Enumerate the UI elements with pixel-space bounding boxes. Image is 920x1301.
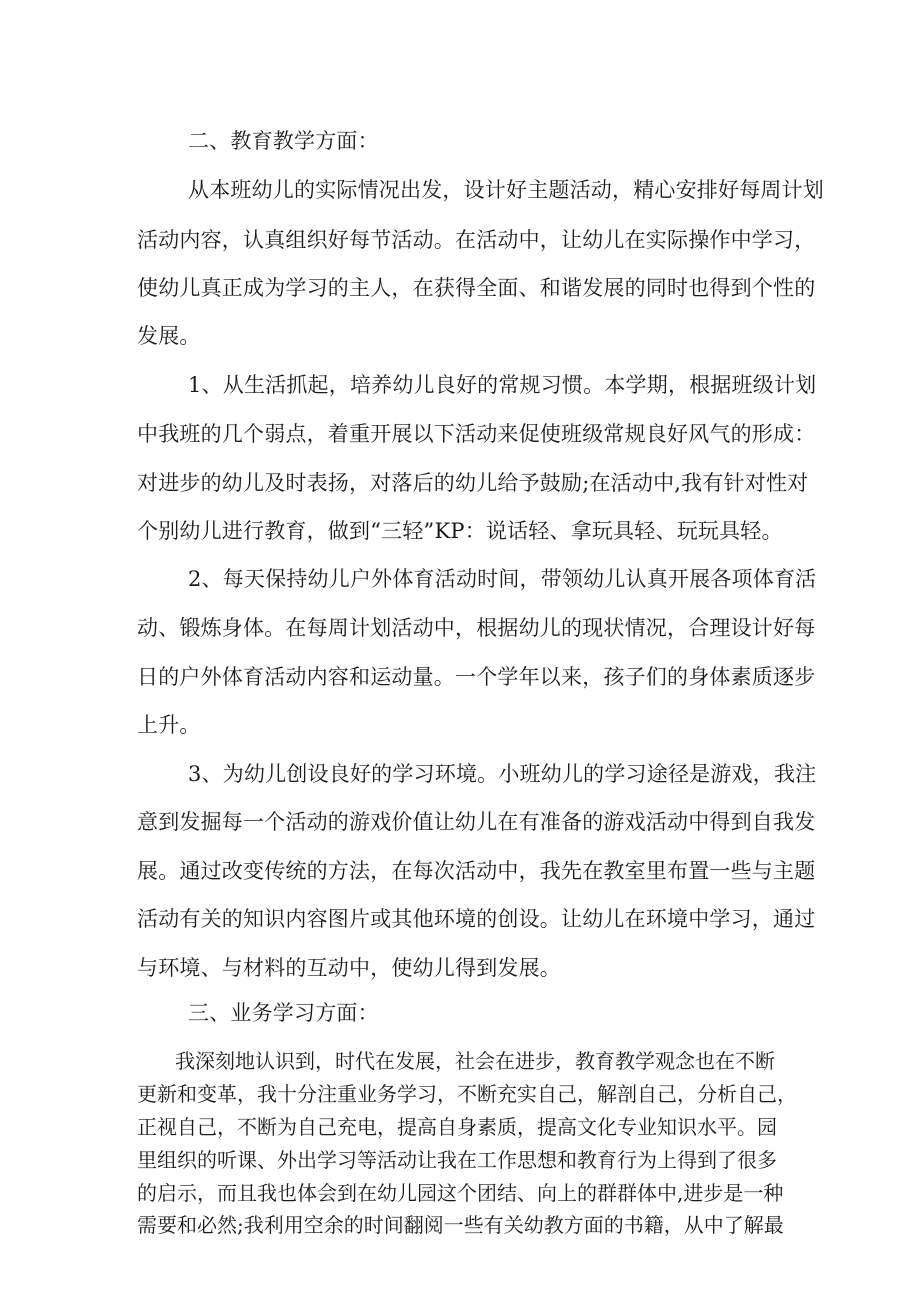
section-3-body-line-6: 需要和必然;我利用空余的时间翻阅一些有关幼教方面的书籍，从中了解最 — [137, 1213, 784, 1237]
section-3-body-line-5: 的启示，而且我也体会到在幼儿园这个团结、向上的群群体中,进步是一种 — [137, 1181, 784, 1205]
item-2-line-2: 动、锻炼身体。在每周计划活动中，根据幼儿的现状情况，合理设计好每 — [137, 616, 816, 640]
section-2-intro-line-3: 使幼儿真正成为学习的主人，在获得全面、和谐发展的同时也得到个性的 — [137, 276, 816, 300]
item-3-line-1: 3、为幼儿创设良好的学习环境。小班幼儿的学习途径是游戏，我注 — [188, 762, 817, 786]
item-3-line-4: 活动有关的知识内容图片或其他环境的创设。让幼儿在环境中学习，通过 — [137, 907, 816, 931]
section-2-heading: 二、教育教学方面： — [188, 129, 379, 153]
section-2-intro-line-2: 活动内容，认真组织好每节活动。在活动中，让幼儿在实际操作中学习， — [137, 228, 816, 252]
item-2-line-1: 2、每天保持幼儿户外体育活动时间，带领幼儿认真开展各项体育活 — [188, 567, 817, 591]
item-3-line-5: 与环境、与材料的互动中，使幼儿得到发展。 — [137, 956, 561, 980]
item-1-line-3: 对进步的幼儿及时表扬，对落后的幼儿给予鼓励;在活动中,我有针对性对 — [137, 471, 809, 495]
section-3-body-line-2: 更新和变革，我十分注重业务学习，不断充实自己，解剖自己，分析自己， — [137, 1082, 797, 1106]
section-2-intro-line-4: 发展。 — [137, 324, 201, 348]
item-3-line-2: 意到发掘每一个活动的游戏价值让幼儿在有准备的游戏活动中得到自我发 — [137, 810, 816, 834]
item-1-line-4: 个别幼儿进行教育，做到“三轻”KP：说话轻、拿玩具轻、玩玩具轻。 — [137, 519, 783, 543]
item-1-line-1: 1、从生活抓起，培养幼儿良好的常规习惯。本学期，根据班级计划 — [188, 373, 817, 397]
item-2-line-4: 上升。 — [137, 713, 201, 737]
section-3-body-line-1: 我深刻地认识到，时代在发展，社会在进步，教育教学观念也在不断 — [175, 1049, 775, 1073]
item-3-line-3: 展。通过改变传统的方法，在每次活动中，我先在教室里布置一些与主题 — [137, 859, 816, 883]
section-3-body-line-4: 里组织的听课、外出学习等活动让我在工作思想和教育行为上得到了很多 — [137, 1148, 777, 1172]
section-3-heading: 三、业务学习方面： — [188, 1001, 379, 1025]
section-2-intro-line-1: 从本班幼儿的实际情况出发，设计好主题活动，精心安排好每周计划 — [188, 178, 824, 202]
item-1-line-2: 中我班的几个弱点，着重开展以下活动来促使班级常规良好风气的形成： — [137, 422, 816, 446]
item-2-line-3: 日的户外体育活动内容和运动量。一个学年以来，孩子们的身体素质逐步 — [137, 665, 816, 689]
section-3-body-line-3: 正视自己，不断为自己充电，提高自身素质，提高文化专业知识水平。园 — [137, 1115, 777, 1139]
